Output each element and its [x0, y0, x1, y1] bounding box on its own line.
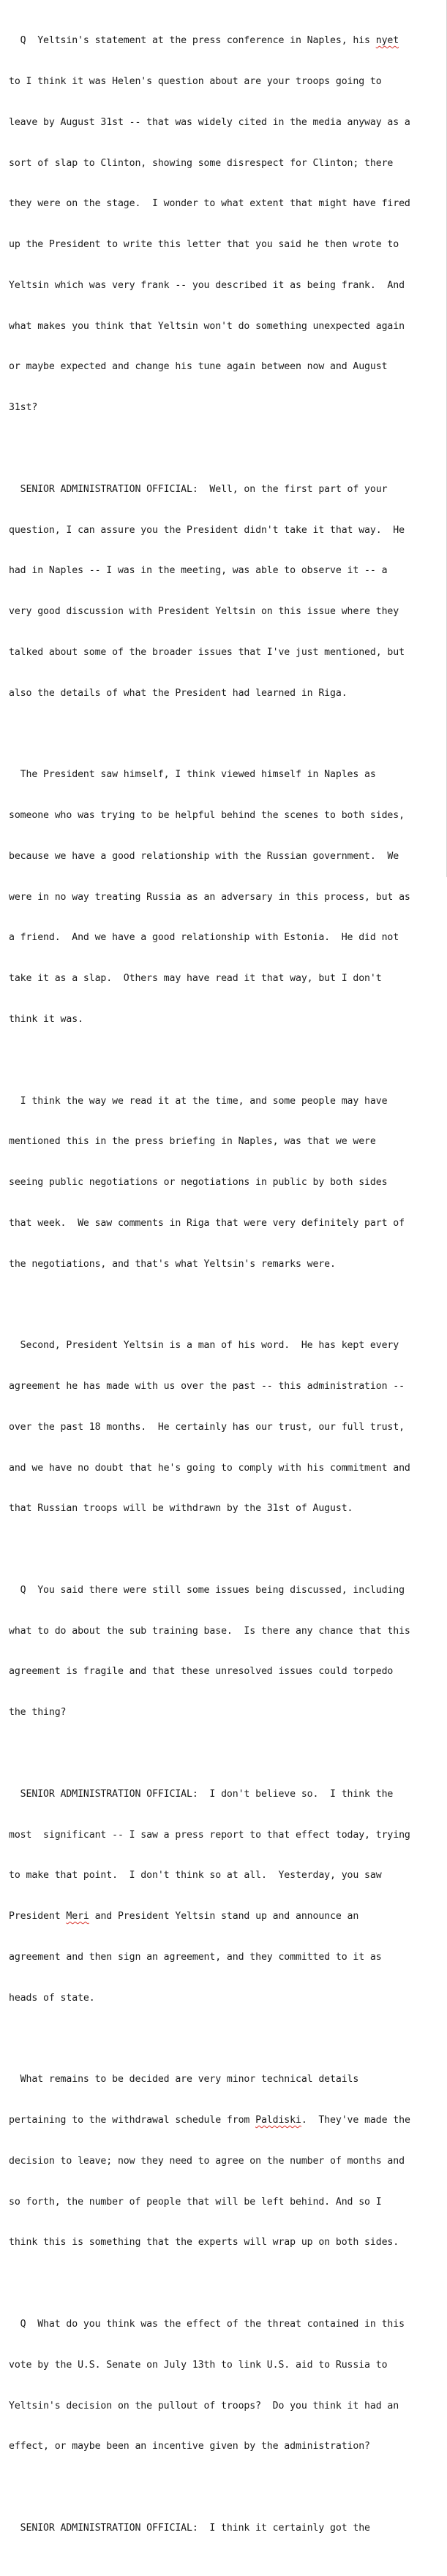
paragraph-answer-7	[9, 2495, 440, 2563]
text-line: and we have no doubt that he's going to comply with his commitment and	[9, 1462, 410, 1474]
text-line: agreement is fragile and that these unresolved issues could torpedo	[9, 1666, 394, 1678]
text-line: to I think it was Helen's question about are your troops going to	[9, 75, 382, 87]
text-line: effect, or maybe been an incentive given by the administration?	[9, 2441, 370, 2452]
text-line: had in Naples -- I was in the meeting, was able to observe it -- a	[9, 565, 388, 577]
paragraph-question-3	[9, 2291, 440, 2481]
text-line: most significant -- I saw a press report to that effect today, trying	[9, 1829, 410, 1841]
text-line: very good discussion with President Yeltsin on this issue where they	[9, 606, 399, 618]
text-line: the negotiations, and that's what Yeltsin's remarks were.	[9, 1258, 336, 1270]
text-line: mentioned this in the press briefing in Naples, was that we were	[9, 1136, 376, 1148]
text-line: seeing public negotiations or negotiations in public by both sides	[9, 1177, 388, 1189]
text-line: because we have a good relationship with the Russian government. We	[9, 850, 399, 862]
text-line: think this is something that the experts will wrap up on both sides.	[9, 2237, 399, 2249]
text-line: talked about some of the broader issues that I've just mentioned, but	[9, 646, 405, 658]
text-line-segment: President	[9, 1911, 67, 1922]
text-line: over the past 18 months. He certainly has our trust, our full trust,	[9, 1421, 405, 1433]
text-line: a friend. And we have a good relationship with Estonia. He did not	[9, 932, 399, 944]
text-line: SENIOR ADMINISTRATION OFFICIAL: Well, on the first part of your	[9, 483, 388, 495]
paragraph-question-2	[9, 1557, 440, 1747]
text-line: also the details of what the President had learned in Riga.	[9, 687, 348, 699]
text-line: question, I can assure you the President didn't take it that way. He	[9, 524, 405, 536]
text-line-segment: and President Yeltsin stand up and announce an	[89, 1911, 359, 1922]
paragraph-question-1	[9, 7, 440, 442]
paragraph-answer-6	[9, 2046, 440, 2277]
text-line	[9, 34, 440, 48]
text-line: SENIOR ADMINISTRATION OFFICIAL: I think it certainly got the	[9, 2522, 370, 2534]
text-line: were in no way treating Russia as an adversary in this process, but as	[9, 891, 410, 903]
paragraph-answer-4	[9, 1312, 440, 1543]
text-line: the thing?	[9, 1707, 67, 1719]
spellcheck-flagged-word[interactable]: Paldiski	[255, 2115, 301, 2126]
text-line: that week. We saw comments in Riga that were very definitely part of	[9, 1217, 405, 1229]
text-line: Yeltsin's decision on the pullout of troops? Do you think it had an	[9, 2400, 399, 2412]
text-line: they were on the stage. I wonder to what extent that might have fired	[9, 198, 410, 210]
text-line: that Russian troops will be withdrawn by the 31st of August.	[9, 1503, 353, 1515]
text-line: heads of state.	[9, 1992, 95, 2004]
text-line: decision to leave; now they need to agree on the number of months and	[9, 2155, 405, 2167]
text-line: What remains to be decided are very minor technical details	[9, 2074, 359, 2086]
text-line: what to do about the sub training base. Is there any chance that this	[9, 1625, 410, 1637]
text-line	[9, 2114, 440, 2128]
text-line: leave by August 31st -- that was widely cited in the media anyway as a	[9, 116, 410, 128]
paragraph-answer-2	[9, 741, 440, 1054]
spellcheck-flagged-word[interactable]: nyet	[375, 35, 399, 47]
text-line: vote by the U.S. Senate on July 13th to link U.S. aid to Russia to	[9, 2359, 388, 2371]
paragraph-answer-3	[9, 1067, 440, 1298]
text-line: agreement he has made with us over the past -- this administration --	[9, 1380, 405, 1392]
text-line-segment: pertaining to the withdrawal schedule from	[9, 2115, 256, 2126]
text-line: agreement and then sign an agreement, and they committed to it as	[9, 1951, 382, 1963]
text-line: 31st?	[9, 402, 38, 414]
text-line: The President saw himself, I think viewed himself in Naples as	[9, 769, 376, 781]
text-line: up the President to write this letter that you said he then wrote to	[9, 239, 399, 251]
text-line: take it as a slap. Others may have read it that way, but I don't	[9, 973, 382, 985]
text-line: so forth, the number of people that will be left behind. And so I	[9, 2196, 382, 2208]
text-line: or maybe expected and change his tune again between now and August	[9, 361, 388, 373]
paragraph-answer-5	[9, 1761, 440, 2033]
text-line: think it was.	[9, 1013, 83, 1025]
text-line	[9, 1910, 440, 1924]
text-line: what makes you think that Yeltsin won't do something unexpected again	[9, 320, 405, 332]
text-line-segment: Q Yeltsin's statement at the press conference in Naples, his	[9, 35, 376, 47]
text-line: Yeltsin which was very frank -- you described it as being frank. And	[9, 279, 405, 291]
text-line: Q You said there were still some issues being discussed, including	[9, 1584, 405, 1596]
text-line: I think the way we read it at the time, and some people may have	[9, 1095, 388, 1107]
spellcheck-flagged-word[interactable]: Meri	[66, 1911, 89, 1922]
document-text[interactable]	[9, 7, 440, 2576]
paragraph-answer-1	[9, 456, 440, 728]
text-line: Second, President Yeltsin is a man of his word. He has kept every	[9, 1340, 399, 1352]
text-line: sort of slap to Clinton, showing some disrespect for Clinton; there	[9, 157, 394, 169]
text-line: SENIOR ADMINISTRATION OFFICIAL: I don't believe so. I think the	[9, 1788, 394, 1800]
text-line: someone who was trying to be helpful behind the scenes to both sides,	[9, 810, 405, 822]
text-line: Q What do you think was the effect of the threat contained in this	[9, 2318, 405, 2330]
text-line-segment: . They've made the	[301, 2115, 410, 2126]
text-line: to make that point. I don't think so at all. Yesterday, you saw	[9, 1870, 382, 1882]
